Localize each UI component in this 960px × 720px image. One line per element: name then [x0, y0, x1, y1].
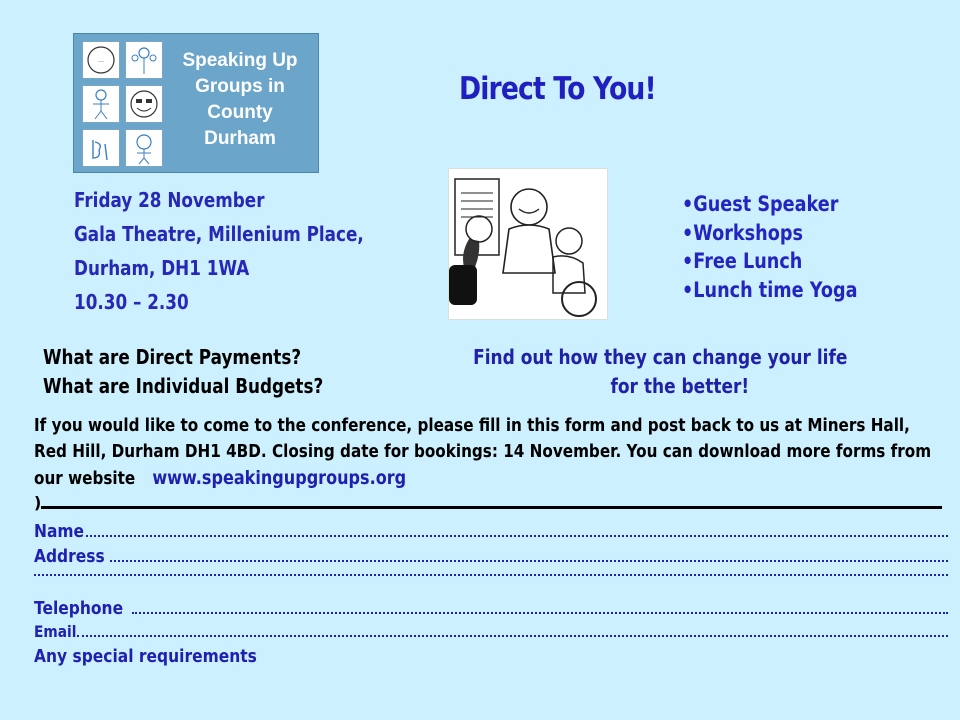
figure-icon	[82, 85, 120, 123]
special-requirements-field[interactable]	[34, 646, 948, 667]
booking-instructions	[34, 413, 942, 492]
speaking-up-groups-logo	[73, 33, 319, 173]
page-title: Direct To You!	[459, 71, 656, 107]
event-features-list	[682, 190, 858, 305]
scissors-icon: )	[34, 493, 42, 512]
list-item: •Free Lunch	[682, 249, 803, 274]
logo-text-line: Groups in	[195, 76, 285, 97]
logo-text-line: County	[207, 102, 273, 123]
event-date: Friday 28 November	[74, 188, 265, 212]
find-out-line: for the better!	[610, 374, 750, 398]
question-individual-budgets: What are Individual Budgets?	[43, 374, 324, 398]
email-label: Email	[34, 622, 77, 641]
special-requirements-label: Any special requirements	[34, 646, 257, 667]
logo-text-line: Durham	[204, 128, 276, 149]
logo-tile-icon	[82, 41, 120, 79]
event-details	[74, 183, 364, 319]
list-item: •Lunch time Yoga	[682, 278, 858, 303]
address-label: Address	[34, 546, 105, 567]
name-label: Name	[34, 521, 85, 542]
event-time: 10.30 – 2.30	[74, 290, 189, 314]
list-item: •Workshops	[682, 220, 803, 245]
smiley-face-icon	[125, 85, 163, 123]
list-item: •Guest Speaker	[682, 192, 839, 216]
email-field[interactable]	[34, 622, 948, 641]
event-venue-line1: Gala Theatre, Millenium Place,	[74, 222, 364, 246]
hand-drawn-letters-icon	[82, 129, 120, 167]
svg-text:…: …	[98, 57, 104, 64]
email-input-line[interactable]	[77, 634, 948, 637]
name-input-line[interactable]	[86, 534, 948, 537]
address-field[interactable]	[34, 546, 948, 567]
logo-text-line: Speaking Up	[182, 50, 298, 71]
child-drawing-icon	[125, 129, 163, 167]
flower-icon	[125, 41, 163, 79]
booking-text: If you would like to come to the conference, please fill in this form and post back to us at Miners Hall, Red Hill, Durham DH1 4BD. Closing date for bookings: 14 November. You can download more forms from our website	[34, 415, 932, 489]
telephone-field[interactable]	[34, 598, 948, 619]
address-input-line[interactable]	[110, 559, 948, 562]
find-out-block	[469, 343, 852, 401]
people-decisions-illustration	[448, 168, 608, 320]
find-out-line: Find out how they can change your life	[473, 345, 848, 369]
cut-line	[34, 493, 942, 512]
address-field-continued[interactable]	[34, 573, 948, 576]
address-input-line-2[interactable]	[34, 573, 948, 576]
logo-text	[166, 48, 314, 152]
event-venue-line2: Durham, DH1 1WA	[74, 256, 250, 280]
website-link[interactable]: www.speakingupgroups.org	[152, 467, 407, 489]
telephone-label: Telephone	[34, 598, 124, 619]
questions-block	[43, 343, 323, 401]
telephone-input-line[interactable]	[132, 611, 948, 614]
question-direct-payments: What are Direct Payments?	[43, 345, 302, 369]
name-field[interactable]	[34, 521, 948, 542]
divider	[41, 506, 942, 509]
